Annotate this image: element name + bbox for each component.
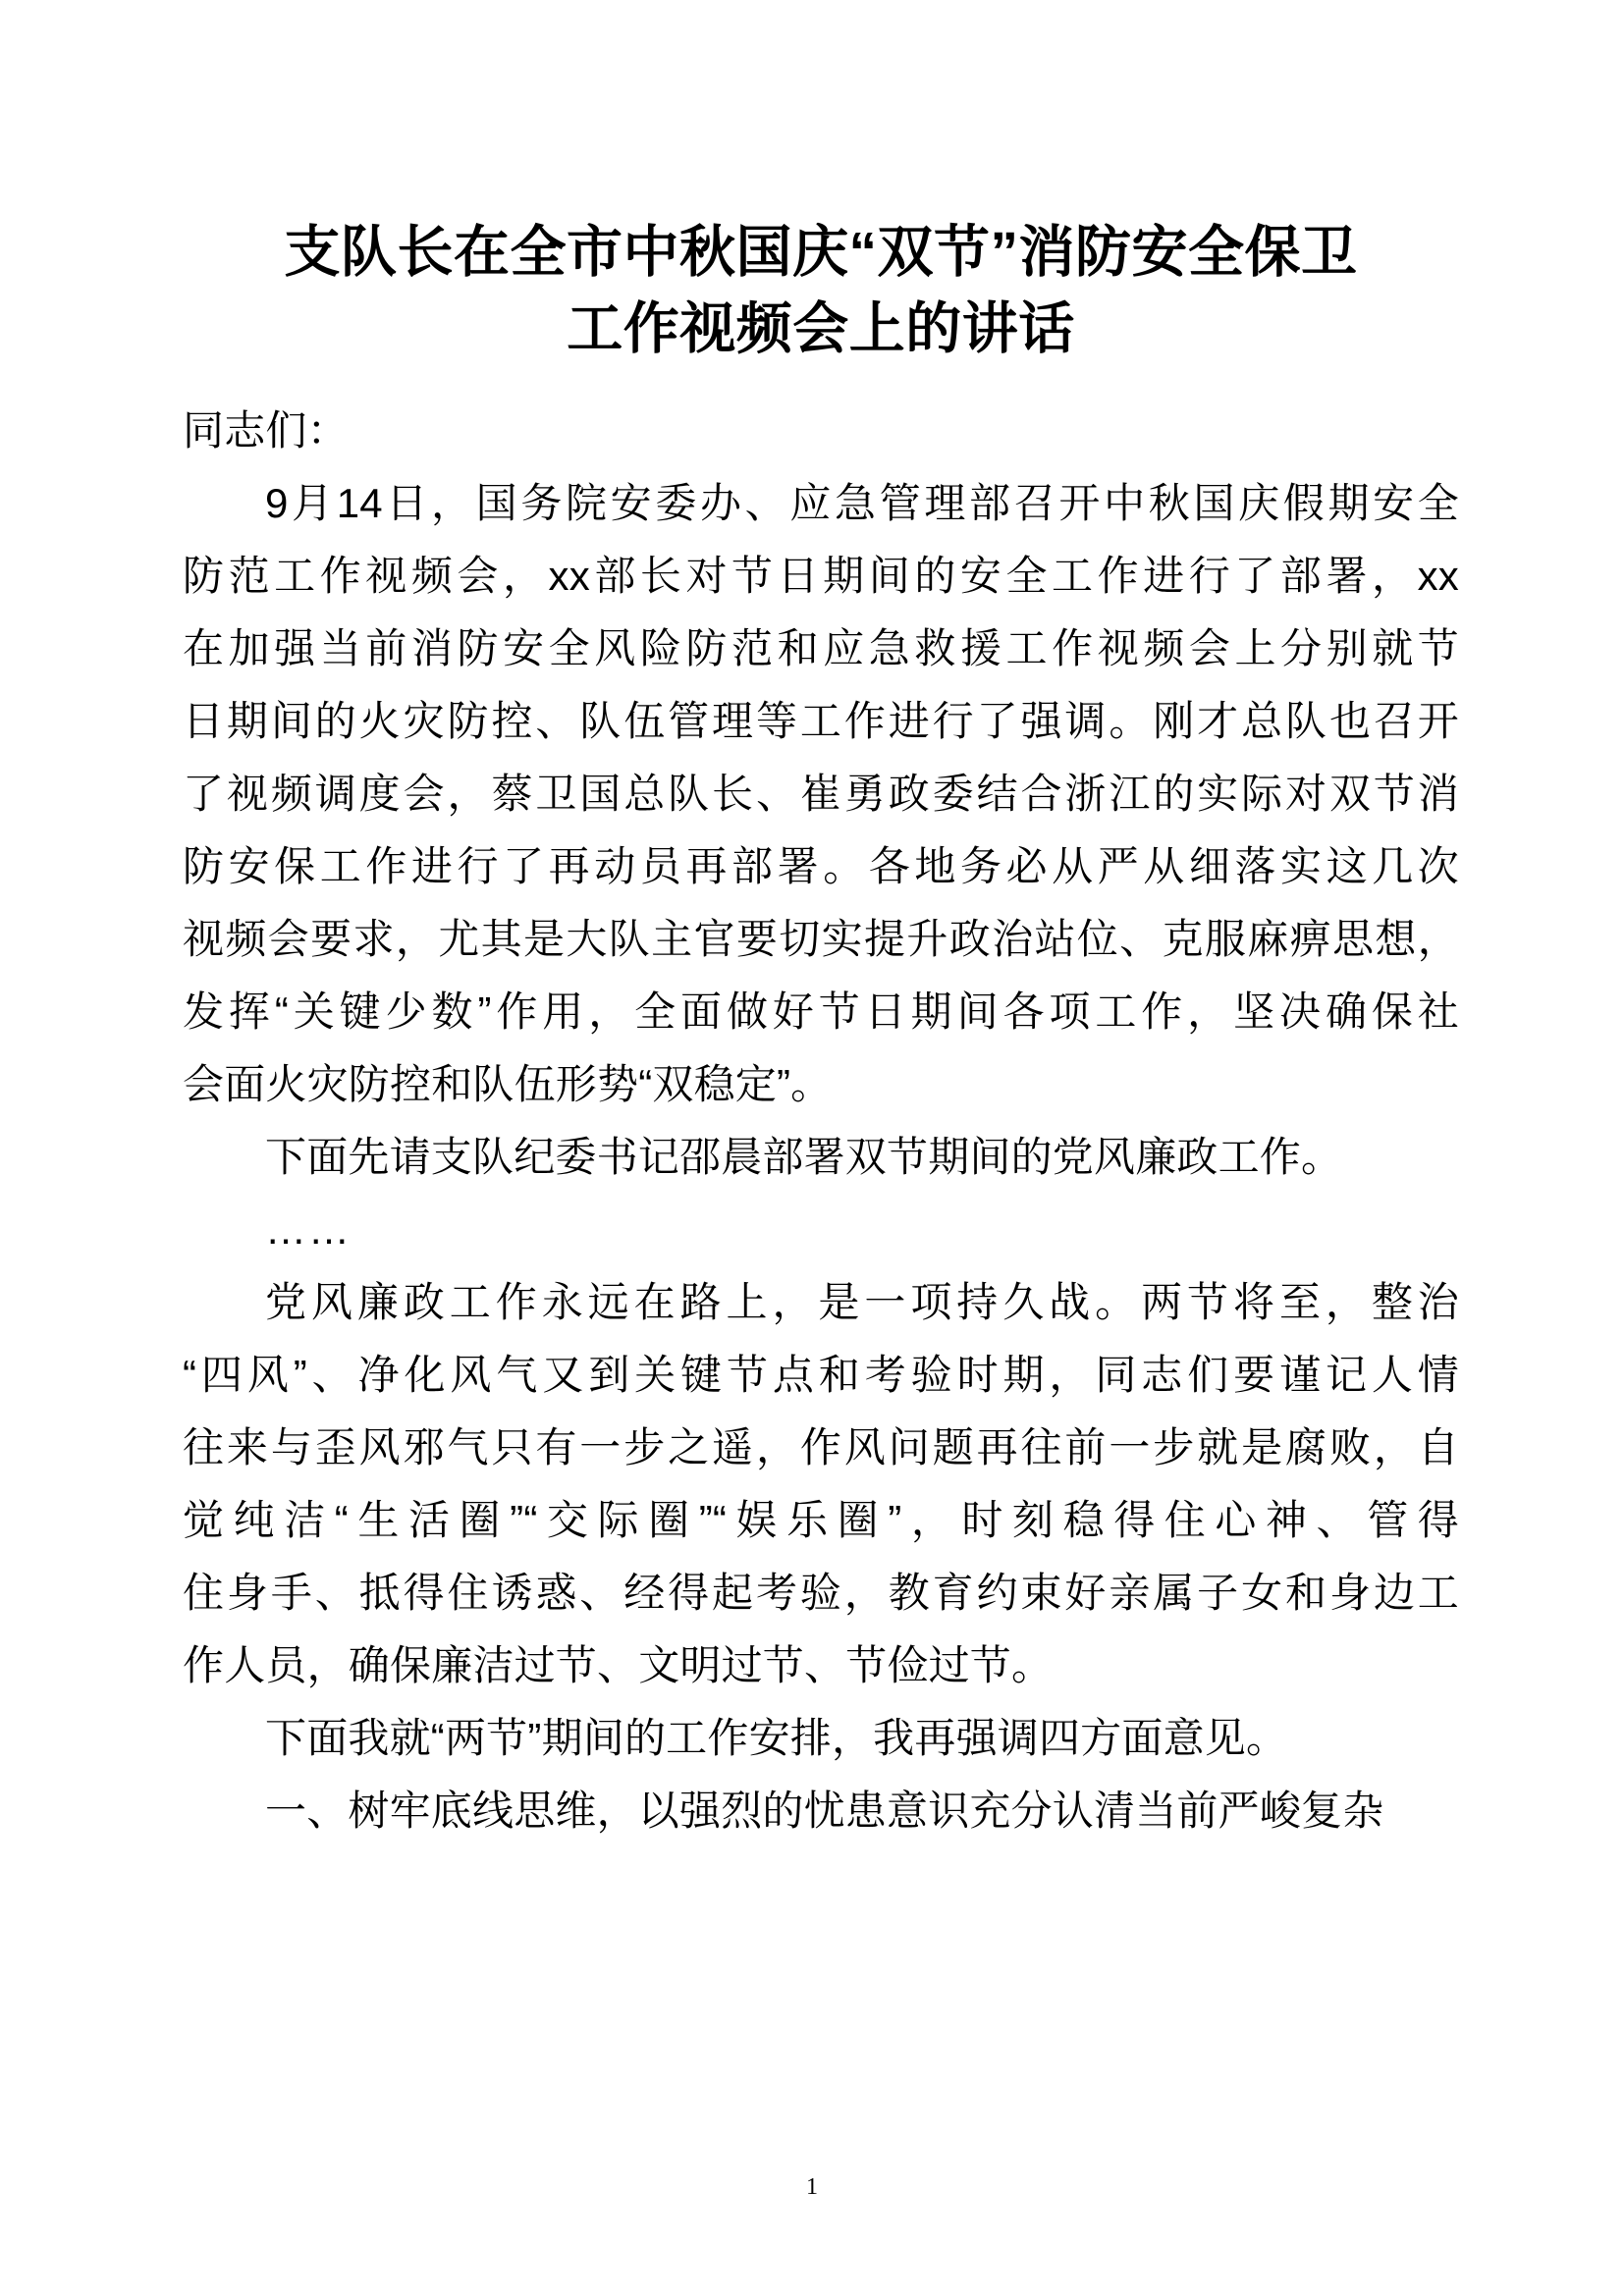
paragraph-line: 了视频调度会，蔡卫国总队长、崔勇政委结合浙江的实际对双节消: [183, 771, 1459, 817]
paragraph-line: 作人员，确保廉洁过节、文明过节、节俭过节。: [183, 1642, 1054, 1688]
paragraph-line: 住身手、抵得住诱惑、经得起考验，教育约束好亲属子女和身边工: [183, 1570, 1459, 1616]
paragraph-line: 9月14日，国务院安委办、应急管理部召开中秋国庆假期安全: [265, 480, 1459, 526]
page-number: 1: [806, 2174, 818, 2200]
title-line-1: 支队长在全市中秋国庆“双节”消防安全保卫: [284, 221, 1358, 284]
paragraph-2: [183, 1121, 1459, 1194]
paragraph-line: ……: [265, 1206, 352, 1253]
salutation: 同志们：: [183, 407, 349, 454]
paragraph-line: 防安保工作进行了再动员再部署。各地务必从严从细落实这几次: [183, 843, 1459, 889]
paragraph-line: 往来与歪风邪气只有一步之遥，作风问题再往前一步就是腐败，自: [183, 1424, 1459, 1470]
paragraph-4: [183, 1266, 1459, 1702]
paragraph-line: 下面我就“两节”期间的工作安排，我再强调四方面意见。: [265, 1715, 1288, 1761]
paragraph-5: [183, 1702, 1459, 1775]
paragraph-line: 在加强当前消防安全风险防范和应急救援工作视频会上分别就节: [183, 625, 1459, 671]
paragraph-line: 发挥“关键少数”作用，全面做好节日期间各项工作，坚决确保社: [183, 988, 1459, 1035]
paragraph-1: [183, 467, 1459, 1121]
page-title: [183, 0, 1459, 367]
paragraph-line: 日期间的火灾防控、队伍管理等工作进行了强调。刚才总队也召开: [183, 698, 1459, 744]
paragraph-line: 防范工作视频会，xx部长对节日期间的安全工作进行了部署，xx: [183, 553, 1459, 599]
paragraph-line: 视频会要求，尤其是大队主官要切实提升政治站位、克服麻痹思想，: [183, 916, 1459, 962]
paragraph-line: “四风”、净化风气又到关键节点和考验时期，同志们要谨记人情: [183, 1352, 1459, 1398]
title-line-2: 工作视频会上的讲话: [567, 297, 1075, 360]
document-body: [183, 0, 1459, 1847]
paragraph-6: [183, 1775, 1459, 1847]
paragraph-line: 下面先请支队纪委书记邵晨部署双节期间的党风廉政工作。: [265, 1134, 1343, 1180]
paragraph-line: 会面火灾防控和队伍形势“双稳定”。: [183, 1061, 833, 1107]
paragraph-line: 党风廉政工作永远在路上，是一项持久战。两节将至，整治: [265, 1279, 1459, 1325]
paragraph-line: 一、树牢底线思维，以强烈的忧患意识充分认清当前严峻复杂: [265, 1788, 1384, 1834]
paragraph-line: 觉纯洁“生活圈”“交际圈”“娱乐圈”，时刻稳得住心神、管得: [183, 1497, 1459, 1543]
paragraph-3-ellipsis: [183, 1194, 1459, 1266]
